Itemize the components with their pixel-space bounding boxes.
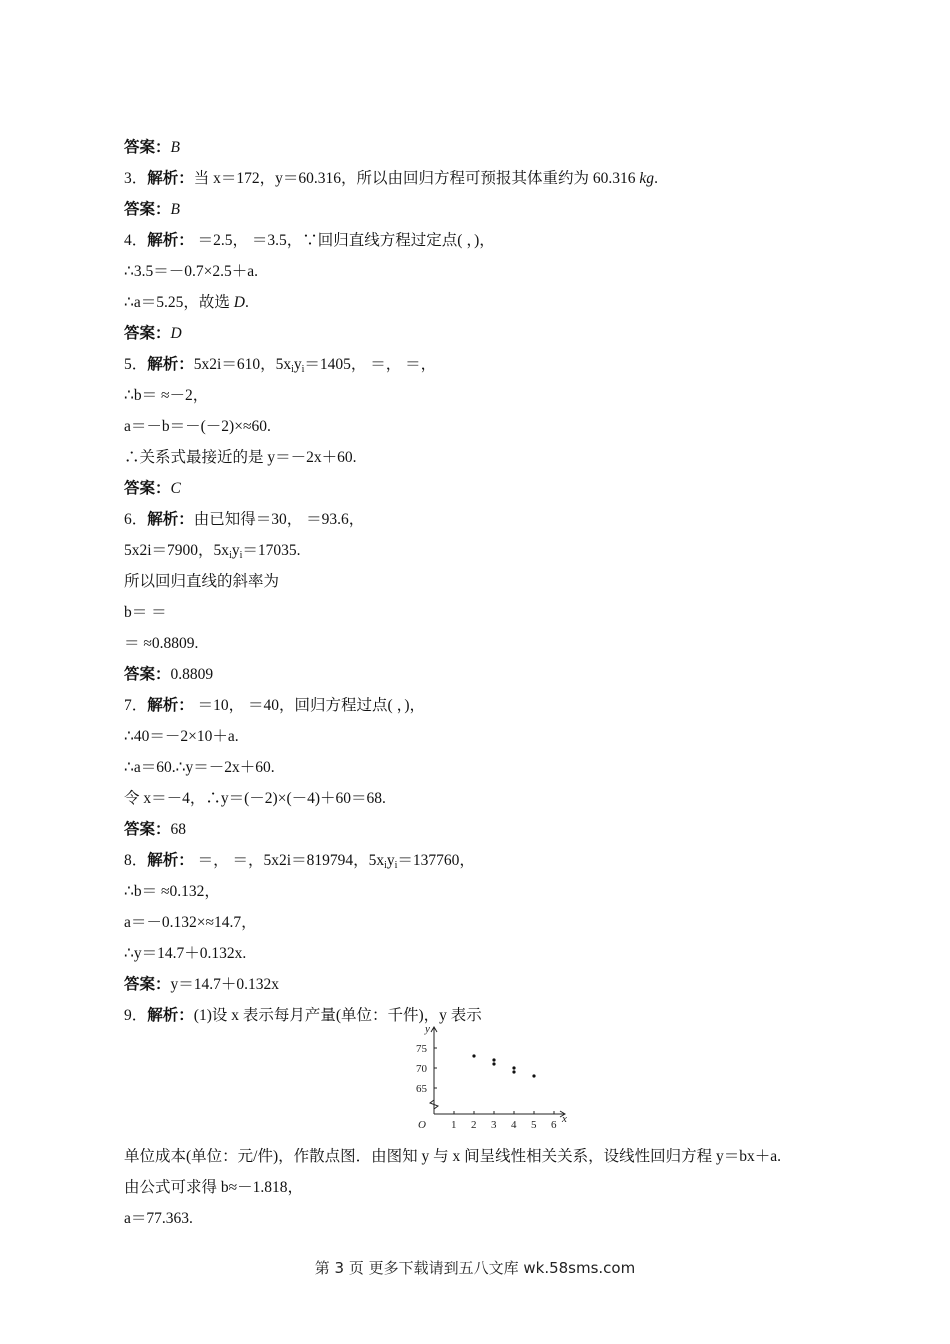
x-axis-label: x: [562, 1113, 567, 1125]
text-run: 答案：: [124, 480, 171, 497]
x-tick-label: 5: [531, 1119, 537, 1131]
text-line: [124, 262, 258, 282]
text-line: [124, 293, 249, 313]
text-run: kg: [639, 170, 655, 187]
text-run: ＝137760，: [397, 852, 475, 869]
text-line: [124, 138, 180, 158]
text-run: 4．: [124, 232, 148, 249]
text-line: [124, 944, 246, 964]
page-footer: 第 3 页 更多下载请到五八文库 wk.58sms.com: [314, 1259, 636, 1277]
text-run: D: [170, 325, 182, 342]
text-run: 解析：: [147, 511, 194, 528]
text-run: ∴a＝5.25，故选: [124, 294, 234, 311]
x-tick-label: 4: [511, 1119, 517, 1131]
text-line: [124, 479, 181, 499]
data-point: [532, 1074, 535, 1077]
text-run: a＝－0.132×≈14.7，: [124, 914, 257, 931]
text-run: y: [386, 852, 395, 869]
data-point: [492, 1058, 495, 1061]
text-run: ∴b＝ ≈－2，: [124, 387, 209, 404]
plot-axes: [418, 1023, 567, 1131]
text-run: ∴a＝60.∴y＝－2x＋60.: [124, 759, 275, 776]
text-run: ＝17035.: [242, 542, 301, 559]
text-run: (1)设 x 表示每月产量(单位：千件)，y 表示: [193, 1007, 482, 1024]
text-line: [124, 355, 436, 380]
text-run: ∴3.5＝－0.7×2.5＋a.: [124, 263, 258, 280]
text-run: 解析：: [147, 697, 194, 714]
text-run: .: [244, 294, 249, 311]
x-tick-label: 1: [451, 1119, 457, 1131]
text-run: 6．: [124, 511, 148, 528]
text-line: [124, 448, 357, 468]
text-run: 答案：: [124, 325, 171, 342]
text-run: B: [170, 201, 180, 218]
y-tick-label: 70: [416, 1063, 427, 1075]
text-run: 所以回归直线的斜率为: [124, 573, 280, 590]
text-run: 68: [170, 821, 187, 838]
text-line: [124, 975, 279, 995]
text-line: [124, 510, 364, 530]
text-run: ∴40＝－2×10＋a.: [124, 728, 239, 745]
data-point: [492, 1062, 495, 1065]
text-run: .: [654, 170, 658, 187]
text-run: 由公式可求得 b≈－1.818，: [124, 1179, 304, 1196]
text-run: C: [170, 480, 181, 497]
text-line: [124, 758, 275, 778]
text-run: 5x2i＝610，5x: [193, 356, 292, 373]
text-run: 由已知得＝30， ＝93.6，: [193, 511, 365, 528]
text-run: 答案：: [124, 201, 171, 218]
text-run: 5．: [124, 356, 148, 373]
text-line: [124, 696, 425, 716]
text-run: 解析：: [147, 852, 194, 869]
text-line: [124, 727, 239, 747]
x-tick-label: 3: [491, 1119, 497, 1131]
text-run: 单位成本(单位：元/件)，作散点图．由图知 y 与 x 间呈线性相关关系，设线性回归方程 y＝bx＋a.: [124, 1148, 782, 1165]
text-line: [124, 324, 182, 344]
text-run: a＝77.363.: [124, 1210, 193, 1227]
text-run: 答案：: [124, 666, 171, 683]
plot-ticks: [416, 1043, 557, 1131]
text-run: ∴关系式最接近的是 y＝－2x＋60.: [124, 449, 357, 466]
text-line: [124, 820, 186, 840]
y-tick-label: 65: [416, 1083, 427, 1095]
text-line: [124, 1209, 193, 1229]
y-axis-label: y: [425, 1023, 430, 1035]
text-run: ＝， ＝，5x2i＝819794，5x: [193, 852, 385, 869]
text-line: [124, 603, 167, 623]
text-run: i: [301, 364, 305, 375]
scatter-plot: [408, 1022, 574, 1134]
text-run: ＝ ≈0.8809.: [124, 635, 199, 652]
text-run: 解析：: [147, 356, 194, 373]
text-run: i: [229, 550, 232, 561]
text-run: i: [384, 860, 387, 871]
text-line: [124, 231, 495, 251]
text-run: ∴b＝ ≈0.132，: [124, 883, 220, 900]
text-line: [124, 1178, 303, 1198]
x-tick-label: 6: [551, 1119, 557, 1131]
text-run: 0.8809: [170, 666, 214, 683]
text-run: y＝14.7＋0.132x: [170, 976, 280, 993]
y-tick-label: 75: [416, 1043, 427, 1055]
text-run: i: [394, 860, 398, 871]
text-line: [124, 634, 198, 654]
text-run: D: [233, 294, 245, 311]
text-line: [124, 665, 213, 685]
text-run: 9．: [124, 1007, 148, 1024]
text-run: 解析：: [147, 170, 194, 187]
text-run: B: [170, 139, 180, 156]
text-line: [124, 789, 386, 809]
text-run: 8．: [124, 852, 148, 869]
text-run: ＝10， ＝40，回归方程过点( ，)，: [193, 697, 425, 714]
text-run: 解析：: [147, 232, 194, 249]
text-run: b＝ ＝: [124, 604, 167, 621]
text-line: [124, 913, 257, 933]
text-run: 3．: [124, 170, 148, 187]
text-run: ＝1405， ＝， ＝，: [304, 356, 437, 373]
text-line: [124, 572, 279, 592]
data-point: [472, 1054, 475, 1057]
text-line: [124, 1147, 781, 1167]
text-run: a＝－b＝－(－2)×≈60.: [124, 418, 271, 435]
text-line: [124, 417, 271, 437]
text-run: 解析：: [147, 1007, 194, 1024]
text-run: y: [231, 542, 240, 559]
text-run: y: [293, 356, 302, 373]
text-run: 5x2i＝7900，5x: [124, 542, 230, 559]
text-run: 当 x＝172，y＝60.316，所以由回归方程可预报其体重约为 60.316: [193, 170, 640, 187]
text-run: i: [291, 364, 294, 375]
text-run: ＝2.5， ＝3.5，∵回归直线方程过定点( ，)，: [193, 232, 495, 249]
origin-label: O: [418, 1119, 426, 1131]
text-run: i: [239, 550, 243, 561]
data-point: [512, 1070, 515, 1073]
text-line: [124, 541, 301, 566]
text-line: [124, 882, 220, 902]
text-run: 答案：: [124, 821, 171, 838]
x-tick-label: 2: [471, 1119, 477, 1131]
text-line: [124, 386, 208, 406]
text-run: ∴y＝14.7＋0.132x.: [124, 945, 247, 962]
data-point: [512, 1066, 515, 1069]
text-run: 答案：: [124, 976, 171, 993]
text-line: [124, 169, 658, 189]
text-run: 7．: [124, 697, 148, 714]
text-run: 令 x＝－4，∴y＝(－2)×(－4)＋60＝68.: [124, 790, 386, 807]
text-run: 答案：: [124, 139, 171, 156]
text-line: [124, 200, 180, 220]
text-line: [124, 851, 475, 876]
plot-points: [472, 1054, 535, 1077]
